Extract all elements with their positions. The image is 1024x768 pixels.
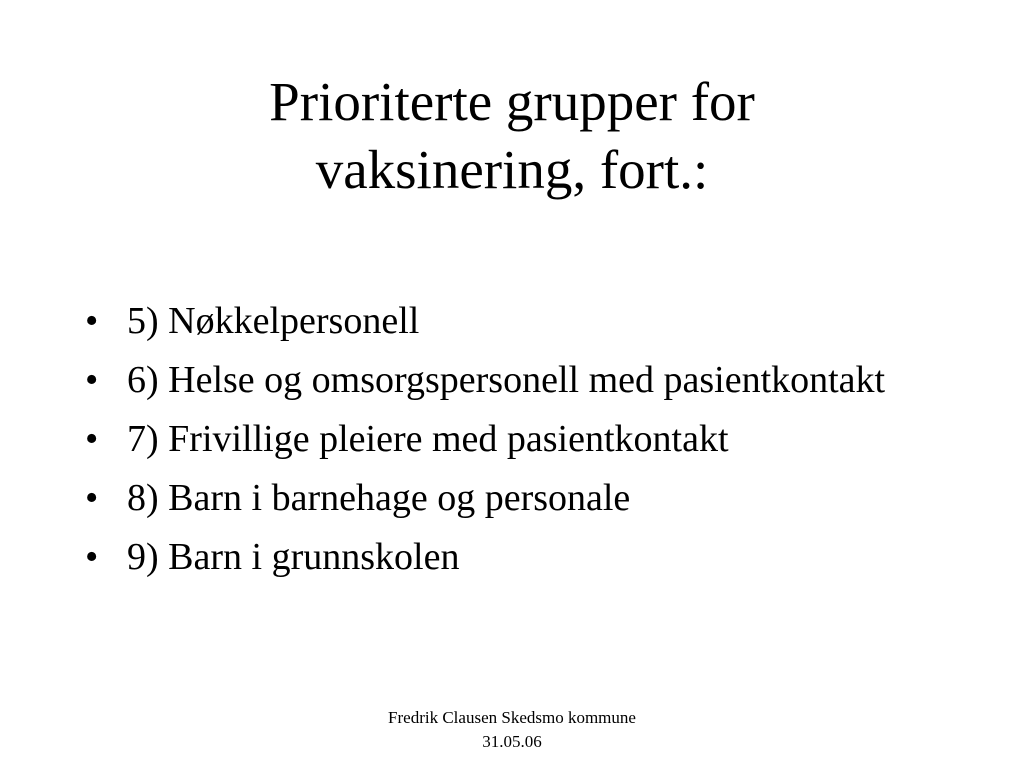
- bullet-icon: •: [85, 536, 99, 578]
- footer-date: 31.05.06: [482, 732, 542, 751]
- slide-title-line-2: vaksinering, fort.:: [315, 139, 709, 200]
- bullet-icon: •: [85, 359, 99, 401]
- footer-author: Fredrik Clausen Skedsmo kommune: [388, 708, 636, 727]
- bullet-item: [85, 295, 965, 347]
- slide-title: [0, 68, 1024, 204]
- slide-footer: [350, 706, 674, 754]
- bullet-item: [85, 354, 965, 406]
- bullet-text: 5) Nøkkelpersonell: [127, 300, 420, 342]
- bullet-text: 9) Barn i grunnskolen: [127, 536, 460, 578]
- slide-title-line-1: Prioriterte grupper for: [269, 71, 755, 132]
- bullet-item: [85, 531, 965, 583]
- bullet-item: [85, 413, 965, 465]
- bullet-icon: •: [85, 477, 99, 519]
- bullet-icon: •: [85, 418, 99, 460]
- bullet-text: 7) Frivillige pleiere med pasientkontakt: [127, 418, 729, 460]
- bullet-item: [85, 472, 965, 524]
- bullet-text: 6) Helse og omsorgspersonell med pasientkontakt: [127, 359, 886, 401]
- bullet-icon: •: [85, 300, 99, 342]
- bullet-text: 8) Barn i barnehage og personale: [127, 477, 631, 519]
- bullet-list: [85, 295, 965, 590]
